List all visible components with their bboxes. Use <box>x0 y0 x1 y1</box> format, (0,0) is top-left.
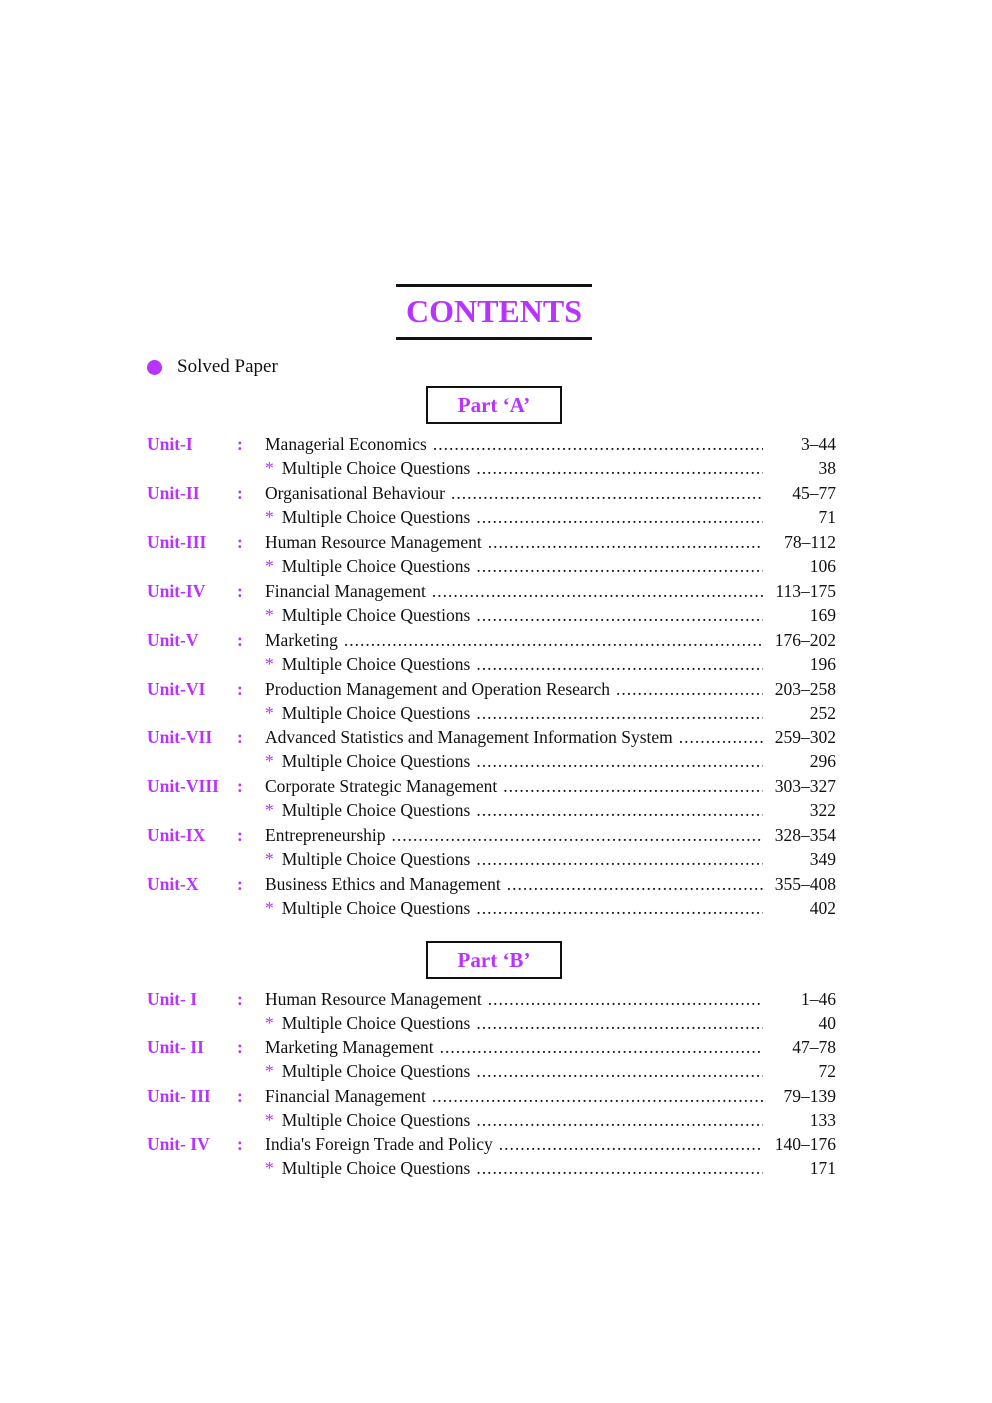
asterisk-icon: * <box>265 1158 274 1179</box>
page-range: 1–46 <box>801 989 836 1009</box>
toc-mcq-row[interactable] <box>0 897 992 919</box>
toc-unit-row[interactable] <box>0 433 992 455</box>
asterisk-icon: * <box>265 1013 274 1033</box>
page-range: 113–175 <box>775 580 836 601</box>
unit-label: Unit-II <box>147 482 200 503</box>
unit-title: Managerial Economics <box>265 434 427 454</box>
mcq-page: 169 <box>809 604 836 625</box>
page-range: 47–78 <box>792 1037 836 1058</box>
dot-leader <box>476 1109 763 1131</box>
solved-paper-label: Solved Paper <box>177 356 278 377</box>
mcq-page: 402 <box>809 898 836 919</box>
toc-mcq-row[interactable] <box>0 799 992 821</box>
mcq-entry <box>265 1060 763 1082</box>
part-b-heading: Part ‘B’ <box>426 941 562 979</box>
colon: : <box>237 434 243 454</box>
colon: : <box>237 825 243 846</box>
unit-title-entry <box>265 531 763 553</box>
unit-title: Corporate Strategic Management <box>265 776 498 797</box>
toc-mcq-row[interactable] <box>0 1157 992 1179</box>
unit-label: Unit-X <box>147 874 199 895</box>
toc-mcq-row[interactable] <box>0 1012 992 1034</box>
unit-title-entry <box>265 775 763 797</box>
toc-mcq-row[interactable] <box>0 1109 992 1131</box>
toc-unit-row[interactable] <box>0 629 992 651</box>
colon: : <box>237 482 243 503</box>
unit-label: Unit- III <box>147 1085 211 1106</box>
unit-label: Unit-IV <box>147 580 206 601</box>
contents-heading <box>396 284 592 340</box>
mcq-label: Multiple Choice Questions <box>281 653 471 674</box>
asterisk-icon: * <box>265 800 274 821</box>
unit-label: Unit- I <box>147 989 198 1009</box>
mcq-page: 72 <box>818 1061 836 1082</box>
unit-label: Unit- II <box>147 1037 204 1058</box>
mcq-entry <box>265 848 763 870</box>
unit-title-entry <box>265 1036 763 1058</box>
dot-leader <box>476 848 763 870</box>
unit-title-entry <box>265 433 763 455</box>
mcq-label: Multiple Choice Questions <box>281 555 471 576</box>
dot-leader <box>440 1036 763 1058</box>
asterisk-icon: * <box>265 751 274 772</box>
asterisk-icon: * <box>265 604 274 625</box>
toc-mcq-row[interactable] <box>0 653 992 675</box>
dot-leader <box>476 799 763 821</box>
unit-title: Production Management and Operation Research <box>265 678 611 699</box>
dot-leader <box>488 531 763 553</box>
toc-unit-row[interactable] <box>0 775 992 797</box>
asterisk-icon: * <box>265 653 274 674</box>
unit-title-entry <box>265 629 763 651</box>
unit-title: Marketing Management <box>265 1037 434 1058</box>
toc-unit-row[interactable] <box>0 1036 992 1058</box>
dot-leader <box>499 1133 763 1155</box>
mcq-page: 196 <box>809 653 836 674</box>
unit-title: Financial Management <box>265 1085 426 1106</box>
page-range: 176–202 <box>774 629 836 650</box>
mcq-label: Multiple Choice Questions <box>281 1013 471 1033</box>
mcq-entry <box>265 457 763 479</box>
colon: : <box>237 874 243 895</box>
unit-title-entry <box>265 580 763 602</box>
mcq-page: 133 <box>809 1109 836 1130</box>
dot-leader <box>488 988 763 1010</box>
dot-leader <box>476 1157 763 1179</box>
unit-title: Human Resource Management <box>265 531 482 552</box>
toc-unit-row[interactable] <box>0 1085 992 1107</box>
dot-leader <box>679 726 763 748</box>
mcq-label: Multiple Choice Questions <box>281 751 471 772</box>
dot-leader <box>476 457 763 479</box>
page-range: 203–258 <box>774 678 836 699</box>
unit-label: Unit-VIII <box>147 776 219 797</box>
page-range: 328–354 <box>774 825 836 846</box>
toc-unit-row[interactable] <box>0 824 992 846</box>
toc-mcq-row[interactable] <box>0 604 992 626</box>
mcq-entry <box>265 604 763 626</box>
dot-leader <box>507 873 763 895</box>
mcq-label: Multiple Choice Questions <box>281 458 471 478</box>
unit-title-entry <box>265 988 763 1010</box>
colon: : <box>237 629 243 650</box>
dot-leader <box>616 678 763 700</box>
toc-unit-row[interactable] <box>0 1133 992 1155</box>
asterisk-icon: * <box>265 849 274 870</box>
toc-mcq-row[interactable] <box>0 750 992 772</box>
mcq-label: Multiple Choice Questions <box>281 849 471 870</box>
asterisk-icon: * <box>265 555 274 576</box>
mcq-entry <box>265 1012 763 1034</box>
unit-label: Unit-I <box>147 434 193 454</box>
solved-paper-item[interactable] <box>147 356 278 378</box>
toc-mcq-row[interactable] <box>0 1060 992 1082</box>
colon: : <box>237 776 243 797</box>
mcq-entry <box>265 702 763 724</box>
mcq-page: 38 <box>818 458 836 478</box>
unit-title-entry <box>265 1133 763 1155</box>
mcq-label: Multiple Choice Questions <box>281 1061 471 1082</box>
mcq-page: 349 <box>809 849 836 870</box>
asterisk-icon: * <box>265 898 274 919</box>
colon: : <box>237 989 243 1009</box>
dot-leader <box>476 702 763 724</box>
mcq-label: Multiple Choice Questions <box>281 702 471 723</box>
unit-title: Organisational Behaviour <box>265 482 445 503</box>
toc-unit-row[interactable] <box>0 678 992 700</box>
toc-unit-row[interactable] <box>0 726 992 748</box>
toc-mcq-row[interactable] <box>0 702 992 724</box>
mcq-entry <box>265 1109 763 1131</box>
page-range: 3–44 <box>801 434 836 454</box>
unit-label: Unit-VII <box>147 727 213 748</box>
page-range: 303–327 <box>774 776 836 797</box>
dot-leader <box>476 604 763 626</box>
bullet-icon <box>147 360 162 375</box>
colon: : <box>237 531 243 552</box>
page-range: 45–77 <box>792 482 836 503</box>
asterisk-icon: * <box>265 702 274 723</box>
dot-leader <box>451 482 763 504</box>
dot-leader <box>476 750 763 772</box>
unit-title: Marketing <box>265 629 338 650</box>
mcq-page: 71 <box>818 506 836 527</box>
mcq-entry <box>265 750 763 772</box>
colon: : <box>237 1134 243 1155</box>
asterisk-icon: * <box>265 1061 274 1082</box>
toc-mcq-row[interactable] <box>0 457 992 479</box>
toc-mcq-row[interactable] <box>0 506 992 528</box>
asterisk-icon: * <box>265 1109 274 1130</box>
colon: : <box>237 678 243 699</box>
dot-leader <box>432 1085 763 1107</box>
mcq-entry <box>265 653 763 675</box>
unit-label: Unit- IV <box>147 1134 210 1155</box>
mcq-label: Multiple Choice Questions <box>281 898 471 919</box>
mcq-page: 40 <box>818 1013 836 1033</box>
colon: : <box>237 727 243 748</box>
part-a-heading: Part ‘A’ <box>426 386 562 424</box>
dot-leader <box>476 506 763 528</box>
page-range: 78–112 <box>784 531 836 552</box>
dot-leader <box>476 1012 763 1034</box>
dot-leader <box>344 629 763 651</box>
mcq-page: 252 <box>809 702 836 723</box>
mcq-entry <box>265 799 763 821</box>
mcq-entry <box>265 897 763 919</box>
page-range: 355–408 <box>774 874 836 895</box>
mcq-label: Multiple Choice Questions <box>281 800 471 821</box>
asterisk-icon: * <box>265 506 274 527</box>
colon: : <box>237 580 243 601</box>
mcq-page: 171 <box>809 1158 836 1179</box>
toc-unit-row[interactable] <box>0 580 992 602</box>
unit-title: India's Foreign Trade and Policy <box>265 1134 493 1155</box>
unit-title-entry <box>265 824 763 846</box>
mcq-label: Multiple Choice Questions <box>281 1158 471 1179</box>
unit-title: Advanced Statistics and Management Information System <box>265 727 673 748</box>
toc-unit-row[interactable] <box>0 988 992 1010</box>
unit-title: Business Ethics and Management <box>265 874 501 895</box>
dot-leader <box>476 1060 763 1082</box>
toc-unit-row[interactable] <box>0 531 992 553</box>
unit-label: Unit-IX <box>147 825 206 846</box>
unit-title-entry <box>265 873 763 895</box>
colon: : <box>237 1037 243 1058</box>
page-range: 140–176 <box>774 1134 836 1155</box>
unit-title: Financial Management <box>265 580 426 601</box>
unit-title: Human Resource Management <box>265 989 482 1009</box>
page-range: 259–302 <box>774 727 836 748</box>
mcq-page: 322 <box>809 800 836 821</box>
unit-title: Entrepreneurship <box>265 825 386 846</box>
dot-leader <box>432 580 763 602</box>
mcq-label: Multiple Choice Questions <box>281 506 471 527</box>
mcq-label: Multiple Choice Questions <box>281 604 471 625</box>
mcq-entry <box>265 1157 763 1179</box>
toc-mcq-row[interactable] <box>0 555 992 577</box>
unit-label: Unit-VI <box>147 678 206 699</box>
toc-unit-row[interactable] <box>0 482 992 504</box>
unit-title-entry <box>265 726 763 748</box>
unit-title-entry <box>265 482 763 504</box>
unit-title-entry <box>265 1085 763 1107</box>
page-range: 79–139 <box>783 1085 836 1106</box>
dot-leader <box>476 555 763 577</box>
mcq-label: Multiple Choice Questions <box>281 1109 471 1130</box>
dot-leader <box>503 775 763 797</box>
unit-label: Unit-V <box>147 629 199 650</box>
colon: : <box>237 1085 243 1106</box>
mcq-entry <box>265 506 763 528</box>
dot-leader <box>476 653 763 675</box>
mcq-entry <box>265 555 763 577</box>
asterisk-icon: * <box>265 458 274 478</box>
unit-label: Unit-III <box>147 531 207 552</box>
unit-title-entry <box>265 678 763 700</box>
toc-unit-row[interactable] <box>0 873 992 895</box>
dot-leader <box>433 433 763 455</box>
dot-leader <box>392 824 763 846</box>
dot-leader <box>476 897 763 919</box>
page-title: CONTENTS <box>405 293 583 329</box>
toc-mcq-row[interactable] <box>0 848 992 870</box>
mcq-page: 106 <box>809 555 836 576</box>
mcq-page: 296 <box>809 751 836 772</box>
